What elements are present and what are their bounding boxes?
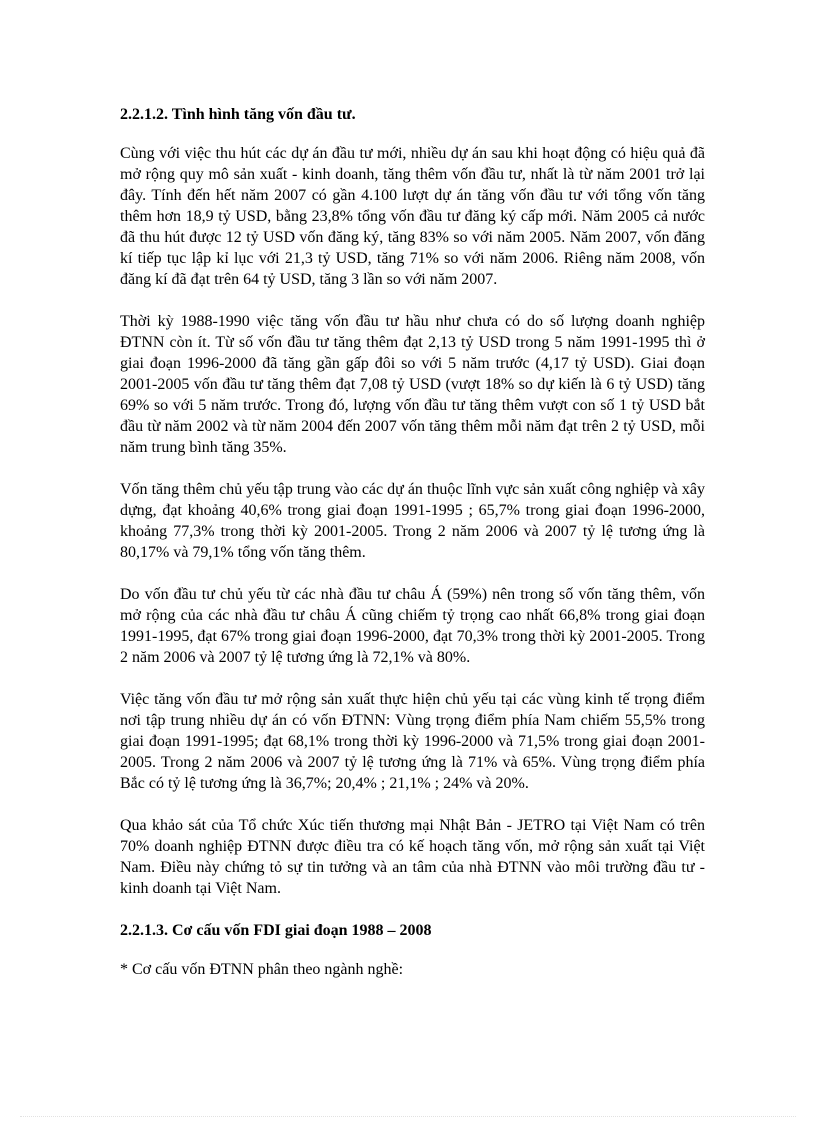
paragraph-period-1988-2007: Thời kỳ 1988-1990 việc tăng vốn đầu tư hầu như chưa có do số lượng doanh nghiệp ĐTNN còn ít. Từ số vốn đầu tư tăng thêm đạt 2,13 tỷ USD trong 5 năm 1991-1995 thì ở giai đoạn 1996-2000 đã tăng gần gấp đôi so với 5 năm trước (4,17 tỷ USD). Giai đoạn 2001-2005 vốn đầu tư tăng thêm đạt 7,08 tỷ USD (vượt 18% so dự kiến là 6 tỷ USD) tăng 69% so với 5 năm trước. Trong đó, lượng vốn đầu tư tăng thêm vượt con số 1 tỷ USD bắt đầu từ năm 2002 và từ năm 2004 đến 2007 vốn tăng thêm mỗi năm đạt trên 2 tỷ USD, mỗi năm trung bình tăng 35%. [120, 313, 705, 456]
page-bottom-divider [20, 1116, 796, 1117]
document-body [120, 104, 705, 980]
paragraph-key-economic-regions: Việc tăng vốn đầu tư mở rộng sản xuất thực hiện chủ yếu tại các vùng kinh tế trọng điểm nơi tập trung nhiều dự án có vốn ĐTNN: Vùng trọng điểm phía Nam chiếm 55,5% trong giai đoạn 1991-1995; đạt 68,1% trong thời kỳ 1996-2000 và 71,5% trong giai đoạn 2001- 2005. Trong 2 năm 2006 và 2007 tỷ lệ tương ứng là 71% và 65%. Vùng trọng điểm phía Bắc có tỷ lệ tương ứng là 36,7%; 20,4% ; 21,1% ; 24% và 20%. [120, 691, 705, 792]
section-heading-2-2-1-3: 2.2.1.3. Cơ cấu vốn FDI giai đoạn 1988 – 2008 [120, 922, 432, 939]
paragraph-capital-increase-overview: Cùng với việc thu hút các dự án đầu tư mới, nhiều dự án sau khi hoạt động có hiệu quả đã mở rộng quy mô sản xuất - kinh doanh, tăng thêm vốn đầu tư, nhất là từ năm 2001 trở lại đây. Tính đến hết năm 2007 có gần 4.100 lượt dự án tăng vốn đầu tư với tổng vốn tăng thêm hơn 18,9 tỷ USD, bằng 23,8% tổng vốn đầu tư đăng ký cấp mới. Năm 2005 cả nước đã thu hút được 12 tỷ USD vốn đăng ký, tăng 83% so với năm 2005. Năm 2007, vốn đăng kí tiếp tục lập kỉ lục với 21,3 tỷ USD, tăng 71% so với năm 2006. Riêng năm 2008, vốn đăng kí đã đạt trên 64 tỷ USD, tăng 3 lần so với năm 2007. [120, 145, 705, 288]
section-heading-2-2-1-2: 2.2.1.2. Tình hình tăng vốn đầu tư. [120, 106, 356, 123]
paragraph-industrial-sector: Vốn tăng thêm chủ yếu tập trung vào các dự án thuộc lĩnh vực sản xuất công nghiệp và xây dựng, đạt khoảng 40,6% trong giai đoạn 1991-1995 ; 65,7% trong giai đoạn 1996-2000, khoảng 77,3% trong thời kỳ 2001-2005. Trong 2 năm 2006 và 2007 tỷ lệ tương ứng là 80,17% và 79,1% tổng vốn tăng thêm. [120, 481, 705, 561]
bullet-capital-structure-by-sector: * Cơ cấu vốn ĐTNN phân theo ngành nghề: [120, 961, 404, 978]
paragraph-asian-investors: Do vốn đầu tư chủ yếu từ các nhà đầu tư châu Á (59%) nên trong số vốn tăng thêm, vốn mở rộng của các nhà đầu tư châu Á cũng chiếm tỷ trọng cao nhất 66,8% trong giai đoạn 1991-1995, đạt 67% trong giai đoạn 1996-2000, đạt 70,3% trong thời kỳ 2001-2005. Trong 2 năm 2006 và 2007 tỷ lệ tương ứng là 72,1% và 80%. [120, 586, 705, 666]
paragraph-jetro-survey: Qua khảo sát của Tổ chức Xúc tiến thương mại Nhật Bản - JETRO tại Việt Nam có trên 70% doanh nghiệp ĐTNN được điều tra có kế hoạch tăng vốn, mở rộng sản xuất tại Việt Nam. Điều này chứng tỏ sự tin tưởng và an tâm của nhà ĐTNN vào môi trường đầu tư - kinh doanh tại Việt Nam. [120, 817, 705, 897]
